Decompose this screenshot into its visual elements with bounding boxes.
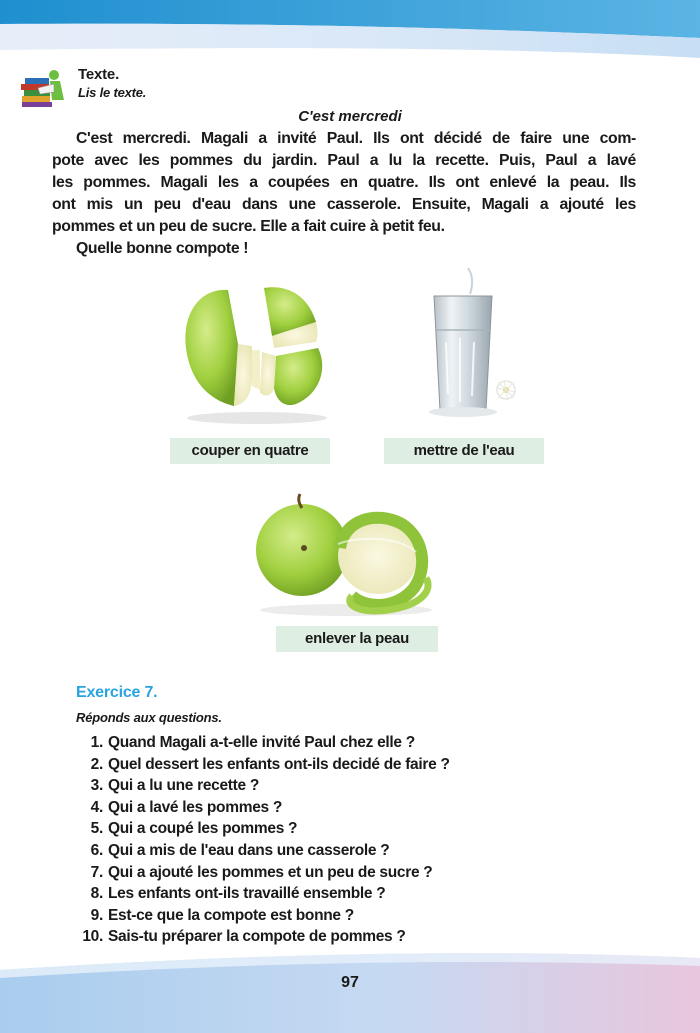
story-word: a (587, 152, 597, 169)
story-word: une (562, 130, 590, 147)
story-word: peau. (569, 174, 610, 191)
top-decorative-band (0, 0, 700, 70)
story-word: Paul (327, 152, 360, 169)
story-line (52, 172, 636, 194)
story-word: ajouté (559, 196, 604, 213)
exercise-instruction: Réponds aux questions. (76, 710, 222, 725)
books-reader-icon (20, 66, 70, 110)
story-word: Magali (160, 174, 208, 191)
story-word: Paul (545, 152, 578, 169)
exercise-title: Exercice 7. (76, 684, 158, 701)
question-item: 4. Qui a lavé les pommes ? (90, 798, 283, 816)
section-subtitle: Lis le texte. (78, 85, 147, 100)
story-word: la (412, 152, 425, 169)
story-word: casserole. (326, 196, 401, 213)
story-word: les (615, 196, 636, 213)
story-word: un (124, 196, 143, 213)
story-line (52, 128, 636, 150)
story-word: les (217, 174, 239, 191)
story-word: les (138, 152, 160, 169)
story-word: ont (399, 130, 424, 147)
story-line: pommes et un peu de sucre. Elle a fait cuire à petit feu. (52, 218, 445, 235)
story-word: en (339, 174, 358, 191)
story-word: Paul. (326, 130, 363, 147)
story-word: C'est (76, 130, 113, 147)
story-word: com- (599, 130, 636, 147)
story-word: enlevé (489, 174, 537, 191)
water-glass-icon (412, 264, 532, 428)
question-item: 10. Sais-tu préparer la compote de pommes ? (82, 928, 406, 946)
story-word: a (539, 196, 549, 213)
picture-caption: couper en quatre (170, 438, 330, 464)
story-word: mis (86, 196, 113, 213)
cut-apple-icon (168, 276, 346, 426)
story-word: ont (455, 174, 479, 191)
story-word: Ensuite, (411, 196, 471, 213)
question-item: 2. Quel dessert les enfants ont-ils decidé de faire ? (90, 755, 450, 773)
story-word: lavé (606, 152, 636, 169)
story-word: faire (520, 130, 552, 147)
story-word: jardin. (272, 152, 318, 169)
story-word: invité (277, 130, 317, 147)
story-word: Magali (481, 196, 529, 213)
picture-caption: enlever la peau (276, 626, 438, 652)
question-item: 7. Qui a ajouté les pommes et un peu de sucre ? (90, 863, 433, 881)
question-item: 3. Qui a lu une recette ? (90, 777, 260, 795)
story-word: Puis, (499, 152, 535, 169)
story-word: de (492, 130, 510, 147)
story-paragraph (52, 128, 636, 260)
story-word: du (243, 152, 262, 169)
story-word: coupées (267, 174, 330, 191)
story-word: la (546, 174, 560, 191)
story-word: Ils (428, 174, 446, 191)
story-line (52, 194, 636, 216)
question-item: 6. Qui a mis de l'eau dans une casserole ? (90, 841, 390, 859)
story-word: une (288, 196, 316, 213)
question-item: 8. Les enfants ont-ils travaillé ensemble ? (90, 885, 386, 903)
story-word: pommes. (83, 174, 151, 191)
question-item: 1. Quand Magali a-t-elle invité Paul chez elle ? (90, 734, 415, 751)
story-word: lu (388, 152, 402, 169)
story-title: C'est mercredi (298, 108, 402, 125)
story-word: dans (242, 196, 278, 213)
story-word: a (258, 130, 267, 147)
story-word: a (249, 174, 258, 191)
question-item: 5. Qui a coupé les pommes ? (90, 820, 298, 838)
story-word: les (52, 174, 73, 191)
story-word: a (369, 152, 379, 169)
story-line: Quelle bonne compote ! (76, 240, 249, 257)
peeled-apple-icon (248, 492, 444, 618)
story-word: mercredi. (122, 130, 191, 147)
story-word: Magali (200, 130, 249, 147)
story-word: ont (52, 196, 76, 213)
section-title: Texte. (78, 66, 120, 83)
story-word: d'eau (191, 196, 231, 213)
story-word: avec (94, 152, 129, 169)
story-word: pote (52, 152, 84, 169)
picture-caption: mettre de l'eau (384, 438, 544, 464)
question-item: 9. Est-ce que la compote est bonne ? (90, 906, 354, 924)
question-list (76, 732, 450, 948)
story-word: peu (153, 196, 181, 213)
story-word: Ils (619, 174, 636, 191)
story-word: Ils (373, 130, 390, 147)
story-line (52, 150, 636, 172)
story-word: pommes (169, 152, 233, 169)
story-word: décidé (433, 130, 482, 147)
story-word: recette. (435, 152, 489, 169)
story-word: quatre. (368, 174, 419, 191)
page-number: 97 (341, 974, 359, 991)
